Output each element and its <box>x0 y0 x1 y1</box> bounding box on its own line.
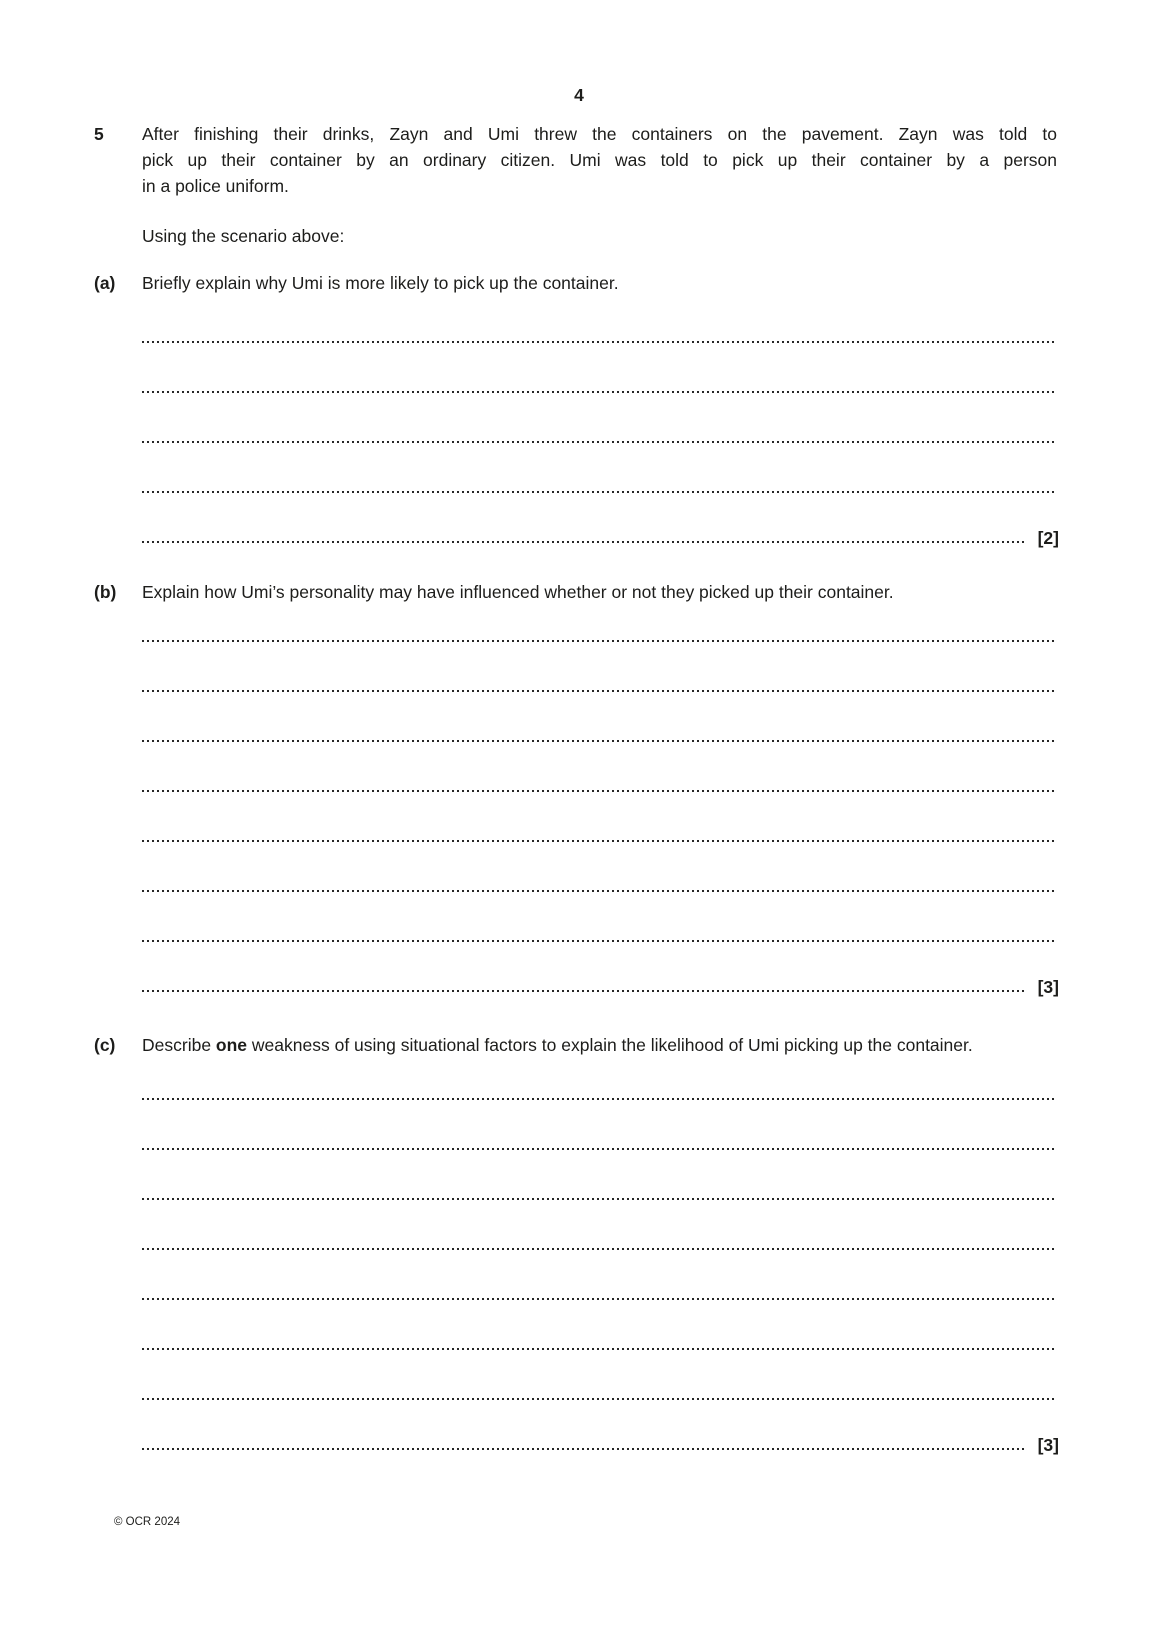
answer-line <box>142 343 1057 393</box>
question-number: 5 <box>94 124 104 144</box>
question-part-c <box>94 1032 1059 1455</box>
answer-line <box>142 443 1057 493</box>
answer-line <box>142 1100 1057 1150</box>
part-b-label: (b) <box>94 582 117 602</box>
part-b-prompt: Explain how Umi’s personality may have influenced whether or not they picked up their container. <box>142 582 894 602</box>
intro-line-1: After finishing their drinks, Zayn and Umi threw the containers on the pavement. Zayn was told to <box>142 124 1057 144</box>
answer-line <box>142 1300 1057 1350</box>
answer-line <box>142 842 1057 892</box>
page-number: 4 <box>574 85 584 105</box>
answer-line <box>142 1400 1059 1455</box>
part-c-prompt-prefix: Describe <box>142 1035 216 1055</box>
answer-line <box>142 1050 1057 1100</box>
copyright-footer: © OCR 2024 <box>114 1516 181 1528</box>
answer-line <box>142 1150 1057 1200</box>
answer-line <box>142 293 1057 343</box>
part-b-answer-lines <box>142 592 1059 997</box>
answer-line <box>142 692 1057 742</box>
intro-line-2: pick up their container by an ordinary citizen. Umi was told to pick up their container by a person <box>142 150 1057 170</box>
answer-line <box>142 892 1057 942</box>
marks-label: [3] <box>1037 1434 1059 1455</box>
part-c-prompt-suffix: weakness of using situational factors to explain the likelihood of Umi picking up the container. <box>247 1035 973 1055</box>
answer-line <box>142 642 1057 692</box>
part-c-label: (c) <box>94 1035 116 1055</box>
question-5 <box>94 121 1059 1455</box>
answer-line <box>142 792 1057 842</box>
scenario-note: Using the scenario above: <box>142 226 345 246</box>
question-intro <box>142 121 1057 199</box>
marks-label: [2] <box>1037 527 1059 548</box>
part-c-prompt-bold-word: one <box>215 1035 248 1055</box>
answer-line <box>142 592 1057 642</box>
part-a-label: (a) <box>94 273 116 293</box>
answer-line <box>142 1350 1057 1400</box>
answer-line <box>142 1200 1057 1250</box>
question-intro-block <box>94 121 1057 199</box>
marks-label: [3] <box>1037 976 1059 997</box>
part-c-answer-lines <box>142 1050 1059 1455</box>
answer-line <box>142 1250 1057 1300</box>
answer-line <box>142 942 1059 997</box>
part-a-answer-lines <box>142 293 1059 548</box>
answer-line <box>142 393 1057 443</box>
intro-line-3: in a police uniform. <box>142 176 289 196</box>
part-a-prompt: Briefly explain why Umi is more likely to pick up the container. <box>142 273 619 293</box>
question-part-b <box>94 579 1059 997</box>
answer-line <box>142 493 1059 548</box>
question-part-a <box>94 270 1059 548</box>
scenario-note-block <box>94 223 1057 249</box>
answer-line <box>142 742 1057 792</box>
